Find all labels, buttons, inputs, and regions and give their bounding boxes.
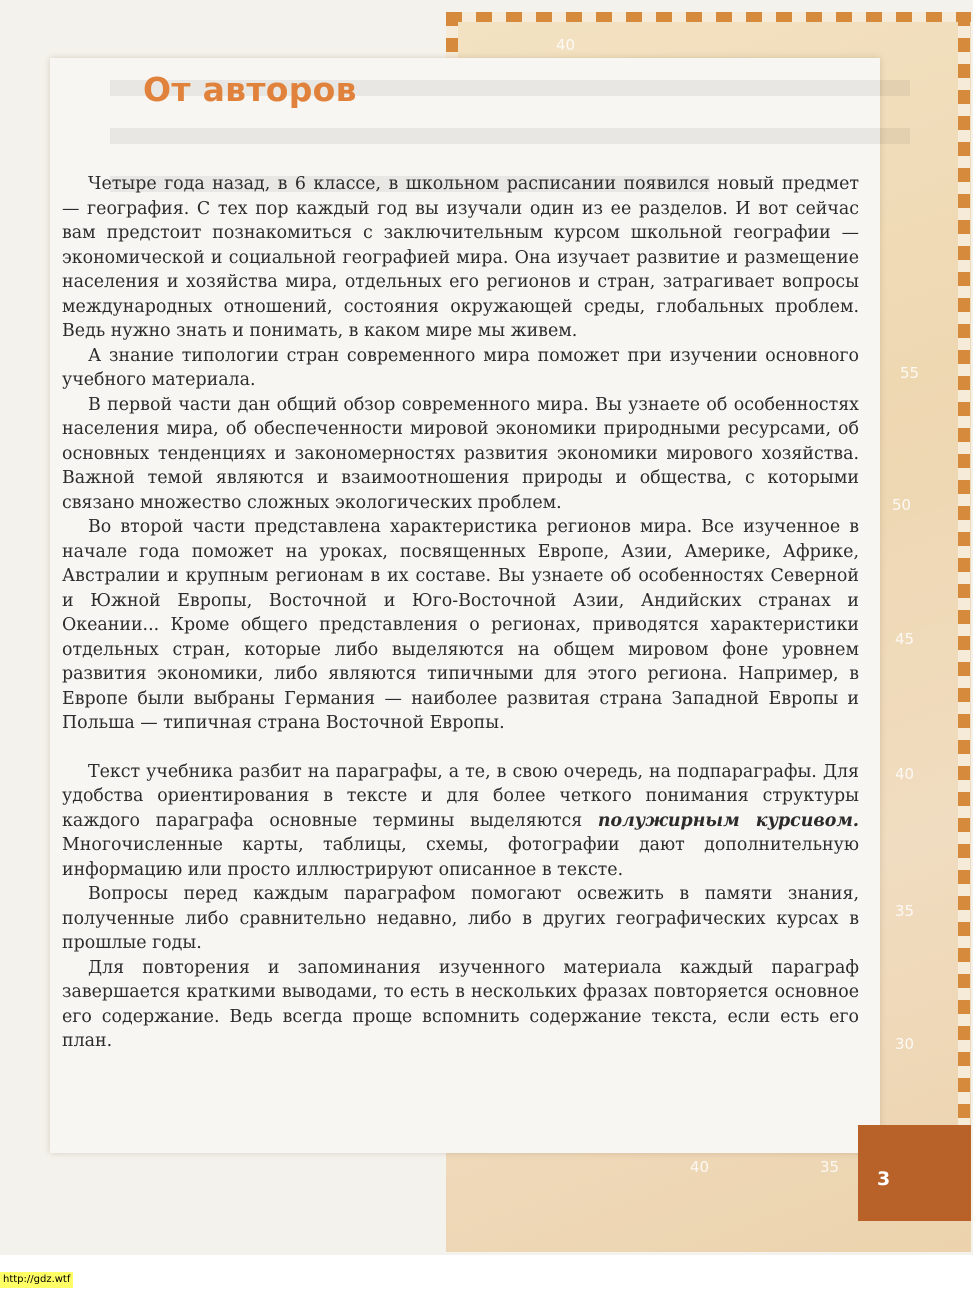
map-coordinate-label: 50 xyxy=(892,496,912,514)
paragraph: Для повторения и запоминания изученного материала каждый параграф завершается краткими выводами, то есть в нескольких фразах повторяется основное его содержание. Ведь всегда проще вспомнить содержание текста, если есть его план. xyxy=(62,957,859,1051)
map-coordinate-label: 35 xyxy=(820,1158,840,1176)
map-coordinate-label: 40 xyxy=(556,36,576,54)
map-coordinate-label: 30 xyxy=(895,1035,915,1053)
map-coordinate-label: 40 xyxy=(895,765,915,783)
map-coordinate-label: 40 xyxy=(690,1158,710,1176)
page-number: 3 xyxy=(877,1168,891,1190)
page-number-tab xyxy=(858,1125,971,1221)
map-border-right xyxy=(958,12,970,1152)
paragraph: Четыре года назад, в 6 классе, в школьном расписании появился новый предмет — география. С тех пор каждый год вы изучали один из ее разделов. И вот сейчас вам предстоит познакомиться с заключительным курсом школьной географии — экономической и социальной географией мира. Она изучает развитие и размещение населения и хозяйства мира, отдельных его регионов и стран, затрагивает вопросы международных отношений, состояния окружающей среды, глобальных проблем. Ведь нужно знать и понимать, в каком мире мы живем. xyxy=(62,174,859,341)
paragraph-text: Текст учебника разбит на параграфы, а те, в свою очередь, на подпараграфы. Для удобства ориентирования в тексте и для более четкого понимания структуры каждого параграфа основные термины выделяются xyxy=(62,761,859,831)
paragraph xyxy=(62,760,859,883)
map-coordinate-label: 45 xyxy=(895,630,915,648)
watermark-link[interactable]: http://gdz.wtf xyxy=(0,1272,73,1288)
map-coordinate-label: 55 xyxy=(900,364,920,382)
paragraph: Во второй части представлена характеристика регионов мира. Все изученное в начале года поможет на уроках, посвященных Европе, Азии, Америке, Африке, Австралии и крупным регионам в их составе. Вы узнаете об особенностях Северной и Южной Европы, Восточной и Юго-Восточной Азии, Андийских странах и Океании... Кроме общего представления о регионах, приводятся характеристики отдельных стран, которые либо выделяются на общем мировом фоне уровнем развития экономики, либо являются типичными для этого региона. Например, в Европе были выбраны Германия — наиболее развитая страна Западной Европы и Польша — типичная страна Восточной Европы. xyxy=(62,517,859,733)
body-text xyxy=(62,172,859,1054)
paragraph: Вопросы перед каждым параграфом помогают освежить в памяти знания, полученные либо сравнительно недавно, либо в других географических курсах в прошлые годы. xyxy=(62,884,859,953)
paragraph: В первой части дан общий обзор современного мира. Вы узнаете об особенностях населения мира, об обеспеченности мировой экономики природными ресурсами, об основных тенденциях и закономерностях развития экономики мирового хозяйства. Важной темой являются и взаимоотношения природы и общества, с которыми связано множество сложных экологических проблем. xyxy=(62,394,859,513)
map-border-top xyxy=(446,12,971,22)
scan-footer xyxy=(0,1255,973,1291)
page-title: От авторов xyxy=(143,70,357,109)
paragraph: А знание типологии стран современного мира поможет при изучении основного учебного материала. xyxy=(62,345,859,390)
emphasized-term: полужирным курсивом. xyxy=(597,810,859,831)
map-coordinate-label: 35 xyxy=(895,902,915,920)
bleed-through-shadow xyxy=(110,128,910,144)
paragraph-text: Многочисленные карты, таблицы, схемы, фотографии дают дополнительную информацию или просто иллюстрируют описанное в тексте. xyxy=(62,835,859,880)
